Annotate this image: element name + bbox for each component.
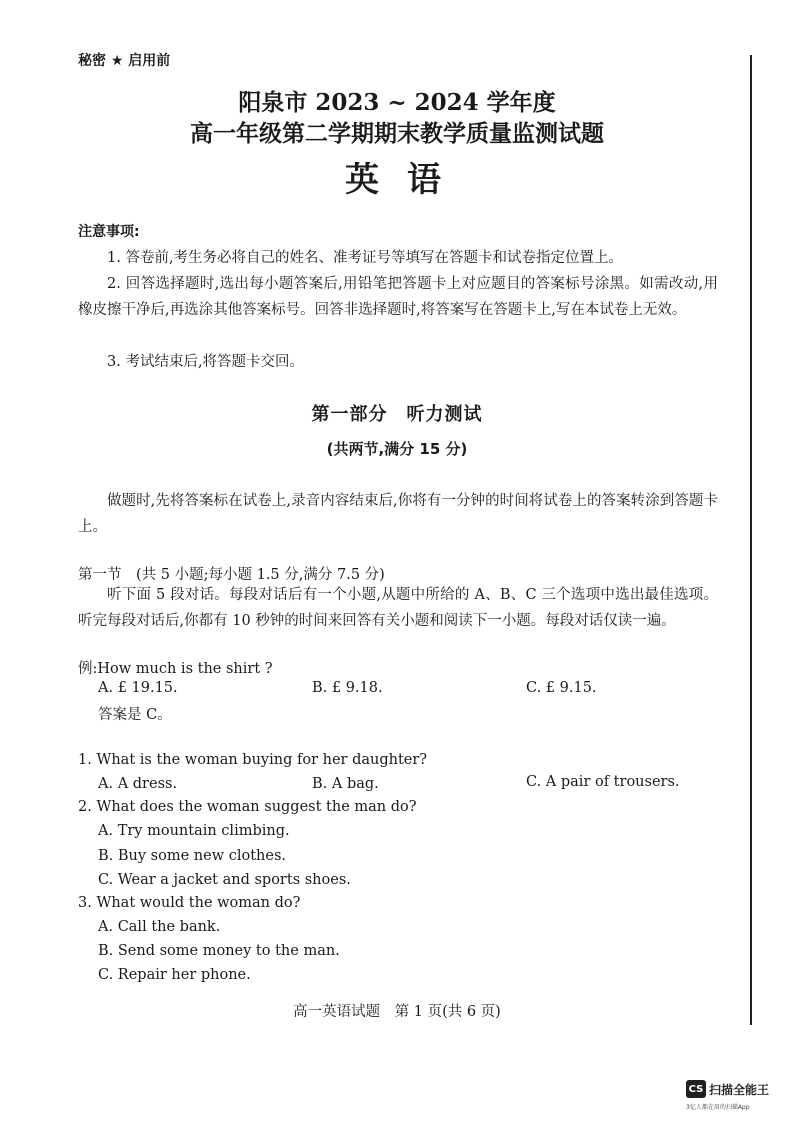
question-2-option-b: B. Buy some new clothes. [98, 848, 287, 864]
scanner-tagline: 3亿人都在用的扫描App [686, 1104, 750, 1111]
page-footer: 高一英语试题 第 1 页(共 6 页) [293, 1004, 501, 1020]
scanner-watermark [686, 1080, 769, 1098]
exam-title-line2: 高一年级第二学期期末教学质量监测试题 [190, 120, 604, 147]
example-option-a: A. £ 19.15. [98, 680, 178, 696]
confidential-label: 秘密 ★ 启用前 [78, 53, 171, 69]
question-3-option-b: B. Send some money to the man. [98, 943, 340, 959]
exam-title-line1: 阳泉市 2023 ~ 2024 学年度 [238, 89, 556, 116]
question-2-stem: 2. What does the woman suggest the man do? [78, 799, 417, 815]
question-3-option-a: A. Call the bank. [98, 919, 221, 935]
question-3-stem: 3. What would the woman do? [78, 895, 301, 911]
notice-title: 注意事项: [78, 224, 140, 240]
subject-title: 英语 [345, 160, 469, 200]
question-1-option-a: A. A dress. [98, 776, 178, 792]
section1-title: 第一节 (共 5 小题;每小题 1.5 分,满分 7.5 分) [78, 567, 385, 583]
question-1-option-b: B. A bag. [312, 776, 379, 792]
camscanner-logo-icon: CS [686, 1080, 706, 1098]
question-1-option-c: C. A pair of trousers. [526, 774, 680, 790]
notice-item-2: 2. 回答选择题时,选出每小题答案后,用铅笔把答题卡上对应题目的答案标号涂黑。如需改动,用橡皮擦干净后,再选涂其他答案标号。回答非选择题时,将答案写在答题卡上,写在本试卷上无效。 [78, 276, 718, 318]
question-1-stem: 1. What is the woman buying for her daughter? [78, 752, 428, 768]
section1-directions: 听下面 5 段对话。每段对话后有一个小题,从题中所给的 A、B、C 三个选项中选出最佳选项。听完每段对话后,你都有 10 秒钟的时间来回答有关小题和阅读下一小题。每段对话仅读一遍。 [78, 587, 718, 629]
example-option-c: C. £ 9.15. [526, 680, 597, 696]
part1-subtitle: (共两节,满分 15 分) [326, 440, 468, 458]
question-3-option-c: C. Repair her phone. [98, 967, 251, 983]
scanner-app-name: 扫描全能王 [709, 1082, 770, 1097]
question-2-option-c: C. Wear a jacket and sports shoes. [98, 872, 351, 888]
notice-item-1: 1. 答卷前,考生务必将自己的姓名、准考证号等填写在答题卡和试卷指定位置上。 [107, 250, 624, 266]
example-question: 例:How much is the shirt ? [78, 661, 273, 677]
example-answer: 答案是 C。 [98, 707, 172, 723]
notice-item-3: 3. 考试结束后,将答题卡交回。 [107, 354, 305, 370]
part1-title: 第一部分 听力测试 [311, 404, 483, 425]
question-2-option-a: A. Try mountain climbing. [98, 823, 290, 839]
example-option-b: B. £ 9.18. [312, 680, 383, 696]
part1-intro: 做题时,先将答案标在试卷上,录音内容结束后,你将有一分钟的时间将试卷上的答案转涂到答题卡上。 [78, 493, 718, 535]
